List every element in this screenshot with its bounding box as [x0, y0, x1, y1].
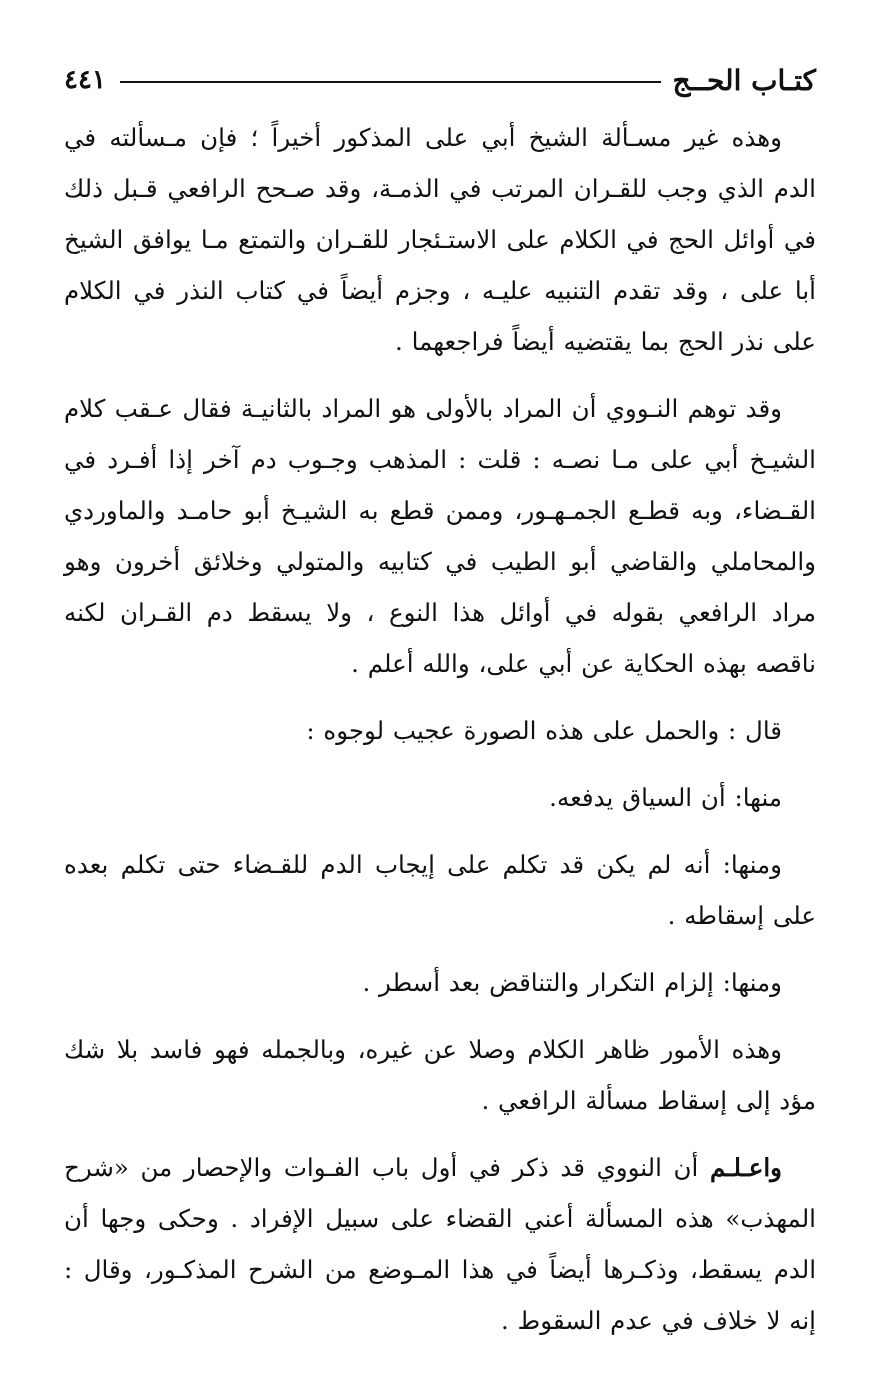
- paragraph: ومنها: إلزام التكرار والتناقض بعد أسطر .: [362, 968, 782, 997]
- book-page: [64, 58, 816, 1358]
- paragraph: وهذه غير مسـألة الشيخ أبي على المذكور أخيراً ؛ فإن مـسألته في الدم الذي وجب للقـران المرتب في الذمـة، وقد صـحح الرافعي قـبل ذلك في أوائل الحج في الكلام على الاستـئجار للقـران والتمتع مـا يوافق الشيخ أبا على ، وقد تقدم التنبيه عليـه ، وجزم أيضاً في كتاب النذر في الكلام على نذر الحج بما يقتضيه أيضاً فراجعهما .: [64, 123, 816, 356]
- page-body: [64, 112, 816, 1346]
- chapter-title: كتـاب الحــج: [672, 63, 816, 97]
- page-number: ٤٤١: [64, 65, 106, 95]
- paragraph: وقد توهم النـووي أن المراد بالأولى هو المراد بالثانيـة فقال عـقب كلام الشيـخ أبي على مـا نصـه : قلت : المذهب وجـوب دم آخر إذا أفـرد في القـضاء، وبه قطـع الجمـهـور، وممن قطع به الشيـخ أبو حامـد والماوردي والمحاملي والقاضي أبو الطيب في كتابيه والمتولي وخلائق أخرون وهو مراد الرافعي بقوله في أوائل هذا النوع ، ولا يسقط دم القـران لكنه ناقصه بهذه الحكاية عن أبي على، والله أعلم .: [64, 394, 816, 678]
- paragraph-lead-word: واعـلـم: [709, 1153, 782, 1182]
- paragraph-text: أن النووي قد ذكر في أول باب الفـوات والإحصار من «شرح المهذب» هذه المسألة أعني القضاء على سبيل الإفراد . وحكى وجها أن الدم يسقط، وذكـرها أيضاً في هذا المـوضع من الشرح المذكـور، وقال : إنه لا خلاف في عدم السقوط .: [64, 1153, 816, 1335]
- paragraph: ومنها: أنه لم يكن قد تكلم على إيجاب الدم للقـضاء حتى تكلم بعده على إسقاطه .: [64, 850, 816, 930]
- paragraph-last: [64, 1142, 816, 1346]
- header-rule: [120, 81, 661, 83]
- paragraph: منها: أن السياق يدفعه.: [549, 783, 782, 812]
- page-header: [64, 58, 816, 102]
- paragraph: وهذه الأمور ظاهر الكلام وصلا عن غيره، وبالجمله فهو فاسد بلا شك مؤد إلى إسقاط مسألة الرافعي .: [64, 1035, 816, 1115]
- paragraph: قال : والحمل على هذه الصورة عجيب لوجوه :: [306, 716, 782, 745]
